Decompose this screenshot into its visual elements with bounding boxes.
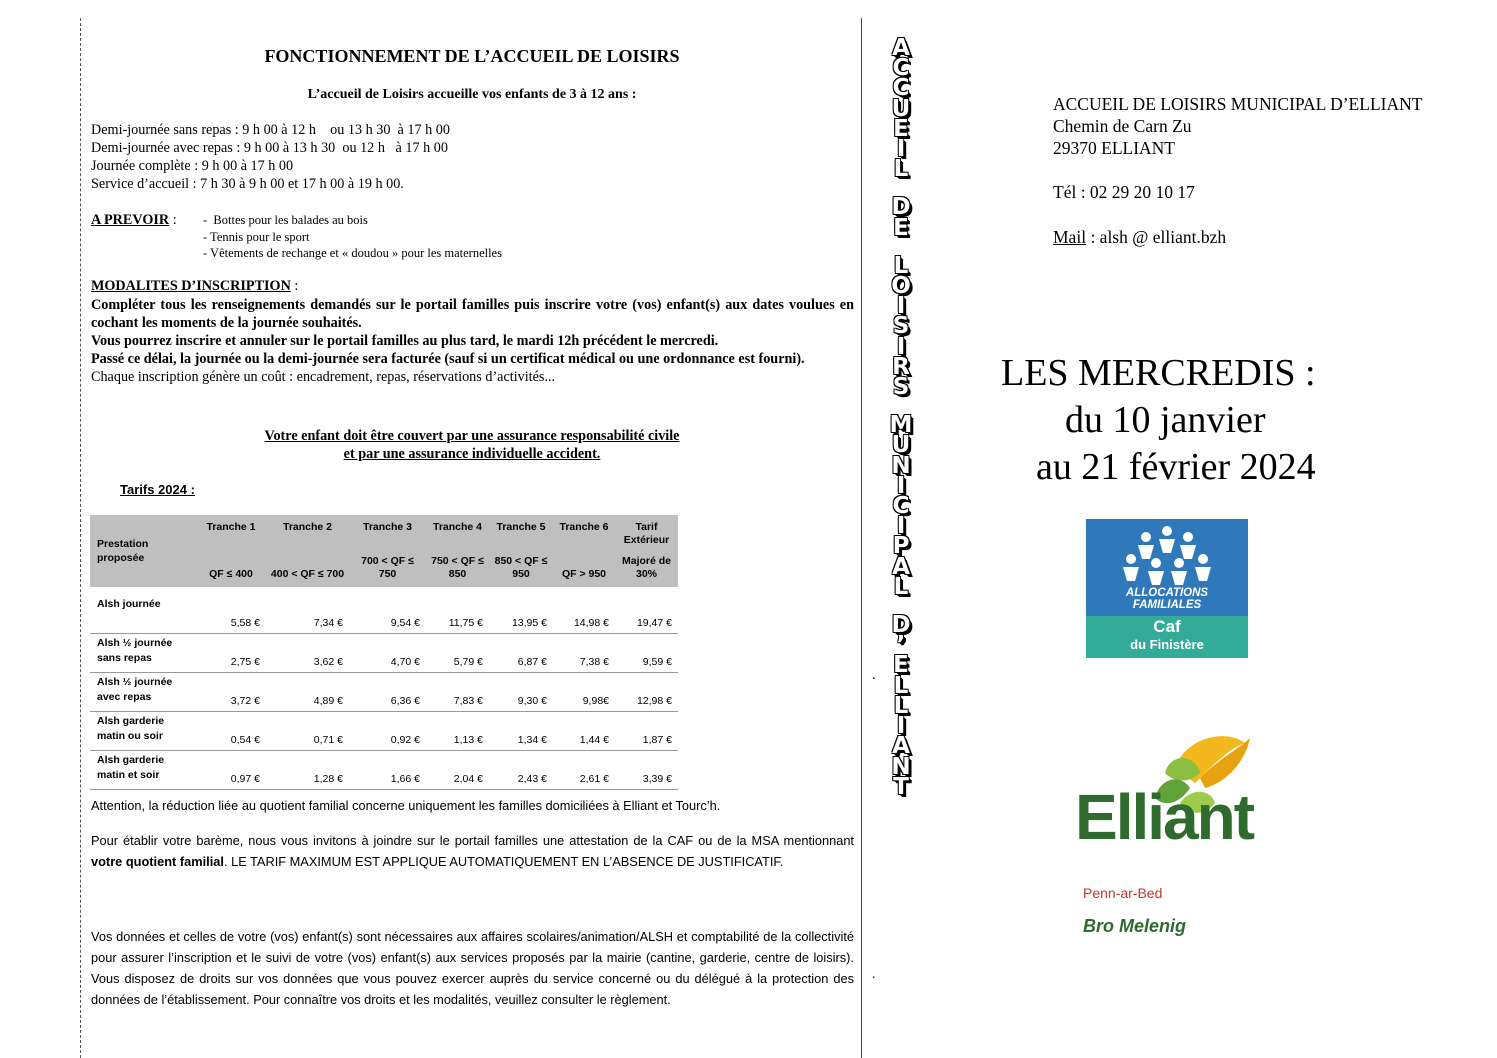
age-subtitle: L’accueil de Loisirs accueille vos enfants de 3 à 12 ans :: [307, 87, 637, 102]
table-header-cell: Tranche 6 QF > 950: [553, 515, 615, 587]
schedule-line: Demi-journée sans repas : 9 h 00 à 12 h ou 13 h 30 à 17 h 00: [91, 122, 450, 138]
vertical-title-letter: P: [892, 533, 910, 560]
attention-paragraph: Attention, la réduction liée au quotient familial concerne uniquement les familles domiciliées à Elliant et Tourc’h.: [91, 798, 721, 813]
vertical-title-letter: T: [893, 773, 909, 800]
table-row: Alsh garderie matin ou soir 0,54 € 0,71 € 0,92 € 1,13 € 1,34 € 1,44 € 1,87 €: [90, 712, 678, 751]
prevoir-item: - Bottes pour les balades au bois: [203, 213, 368, 227]
vertical-title-letter: L: [893, 252, 909, 279]
dot-mark: .: [872, 668, 876, 683]
vertical-title-letter: A: [892, 35, 910, 61]
vertical-title-letter: S: [892, 374, 910, 401]
vertical-title-letter: I: [896, 472, 906, 499]
phone-number: Tél : 02 29 20 10 17: [1053, 182, 1195, 202]
dot-mark: .: [872, 967, 876, 982]
vertical-title-letter: L: [893, 573, 909, 600]
vertical-title-letter: C: [892, 75, 910, 102]
vertical-title-letter: L: [893, 156, 909, 183]
address-block: ACCUEIL DE LOISIRS MUNICIPAL D’ELLIANT Chemin de Carn Zu 29370 ELLIANT: [1053, 94, 1423, 158]
vertical-title-letter: N: [891, 452, 911, 479]
vertical-title-letter: E: [893, 652, 909, 679]
table-header-cell: Tranche 3 700 < QF ≤ 750: [349, 515, 426, 587]
caf-line4: du Finistère: [1130, 637, 1204, 652]
modalites-line: Chaque inscription génère un coût : encadrement, repas, réservations d’activités...: [91, 369, 556, 385]
vertical-title-letter: I: [896, 293, 906, 320]
vertical-title-letter: N: [891, 753, 911, 780]
modalites-line: Passé ce délai, la journée ou la demi-journée sera facturée (sauf si un certificat médical ou une ordonnance est fourni).: [91, 351, 805, 367]
prevoir-item: - Vêtements de rechange et « doudou » pour les maternelles: [203, 246, 502, 260]
vertical-title-letter: A: [892, 733, 910, 760]
table-header-cell: Prestation proposée: [90, 515, 196, 587]
caf-line2: FAMILIALES: [1132, 599, 1202, 611]
vertical-title-letter: R: [892, 353, 910, 380]
caf-line3: Caf: [1153, 617, 1181, 636]
vertical-title-letter: C: [892, 493, 910, 520]
mail-address: Mail : alsh @ elliant.bzh: [1053, 227, 1227, 247]
elliant-name: Elliant: [1075, 781, 1254, 853]
vertical-title-letter: L: [893, 692, 909, 719]
vertical-title-letter: I: [896, 713, 906, 740]
caf-line1: ALLOCATIONS: [1125, 587, 1209, 599]
caf-bottom-band: [1086, 616, 1248, 658]
vertical-title-letter: U: [891, 432, 911, 459]
schedule-list: [91, 121, 450, 193]
vertical-title-letter: M: [889, 412, 913, 439]
table-header-cell: Tarif Extérieur Majoré de 30%: [615, 515, 678, 587]
vertical-title-letter: S: [892, 313, 910, 340]
tarifs-table: [90, 515, 678, 790]
table-row: Alsh journée 5,58 € 7,34 € 9,54 € 11,75 € 13,95 € 14,98 € 19,47 €: [90, 587, 678, 634]
vertical-title-letter: E: [893, 214, 909, 241]
modalites-line: Vous pourrez inscrire et annuler sur le portail familles au plus tard, le mardi 12h précédent le mercredi.: [91, 333, 719, 349]
vertical-title-letter: A: [892, 553, 910, 580]
caf-logo: [1086, 519, 1248, 658]
modalites-text: [91, 296, 854, 386]
vertical-title-letter: U: [891, 95, 911, 122]
donnees-paragraph: Vos données et celles de votre (vos) enfant(s) sont nécessaires aux affaires scolaires/animation/ALSH et comptabilité de la collectivité pour assurer l’inscription et le suivi de votre (vos) enfant(s) aux services proposés par la mairie (cantine, garderie, centre de loisirs). Vous disposez de droits sur vos données que vous pouvez exercer auprès du service concerné ou du délégué à la protection des données de l’établissement. Pour connaître vos droits et les modalités, veuillez consulter le règlement.: [91, 929, 854, 1007]
table-header-cell: Tranche 1 QF ≤ 400: [196, 515, 266, 587]
table-header-cell: Tranche 5 850 < QF ≤ 950: [489, 515, 553, 587]
prevoir-list: [203, 212, 502, 262]
mercredis-date-end: au 21 février 2024: [1036, 446, 1316, 488]
vertical-title-letter: C: [892, 55, 910, 82]
schedule-line: Journée complète : 9 h 00 à 17 h 00: [91, 158, 294, 174]
vertical-title: [879, 35, 923, 800]
bareme-paragraph: Pour établir votre barème, nous vous invitons à joindre sur le portail familles une attestation de la CAF ou de la MSA mentionnant votre quotient familial. LE TARIF MAXIMUM EST APPLIQUE AUTOMATIQUEMENT EN L’ABSENCE DE JUSTIFICATIF.: [91, 833, 854, 869]
table-row: Alsh garderie matin et soir 0,97 € 1,28 € 1,66 € 2,04 € 2,43 € 2,61 € 3,39 €: [90, 751, 678, 790]
mercredis-date-start: du 10 janvier: [1065, 399, 1266, 441]
vertical-title-letter: ’: [896, 632, 906, 659]
vertical-title-letter: E: [893, 115, 909, 142]
vertical-title-letter: D: [891, 194, 911, 221]
vertical-title-letter: O: [891, 273, 911, 300]
mercredis-heading: LES MERCREDIS :: [1001, 352, 1316, 394]
tarifs-title: Tarifs 2024 :: [120, 482, 195, 497]
elliant-sub2: Bro Melenig: [1083, 916, 1187, 936]
assurance-notice: Votre enfant doit être couvert par une assurance responsabilité civile et par une assurance individuelle accident.: [264, 428, 680, 462]
schedule-line: Demi-journée avec repas : 9 h 00 à 13 h 30 ou 12 h à 17 h 00: [91, 140, 448, 156]
prevoir-heading: A PREVOIR :: [91, 212, 177, 228]
table-row: Alsh ½ journée sans repas 2,75 € 3,62 € 4,70 € 5,79 € 6,87 € 7,38 € 9,59 €: [90, 634, 678, 673]
prevoir-item: - Tennis pour le sport: [203, 229, 310, 244]
table-header-cell: Tranche 4 750 < QF ≤ 850: [426, 515, 489, 587]
modalites-line: Compléter tous les renseignements demandés sur le portail familles puis inscrire votre (vos) enfant(s) aux dates voulues en cochant les moments de la journée souhaités.: [91, 297, 854, 331]
vertical-title-letter: I: [896, 513, 906, 540]
table-row: Alsh ½ journée avec repas 3,72 € 4,89 € 6,36 € 7,83 € 9,30 € 9,98€ 12,98 €: [90, 673, 678, 712]
schedule-line: Service d’accueil : 7 h 30 à 9 h 00 et 17 h 00 à 19 h 00.: [91, 176, 404, 192]
table-header-row: [90, 515, 678, 587]
modalites-heading: MODALITES D’INSCRIPTION :: [91, 278, 299, 294]
page-title: FONCTIONNEMENT DE L’ACCUEIL DE LOISIRS: [264, 46, 680, 66]
elliant-logo: [1075, 728, 1285, 943]
elliant-sub1: Penn-ar-Bed: [1083, 885, 1163, 901]
center-fold-line: [861, 18, 862, 1058]
table-header-cell: Tranche 2 400 < QF ≤ 700: [266, 515, 349, 587]
vertical-title-letter: I: [896, 333, 906, 360]
left-margin-line: [80, 18, 81, 1058]
vertical-title-letter: D: [891, 612, 911, 639]
vertical-title-letter: I: [896, 136, 906, 163]
vertical-title-letter: L: [893, 672, 909, 699]
